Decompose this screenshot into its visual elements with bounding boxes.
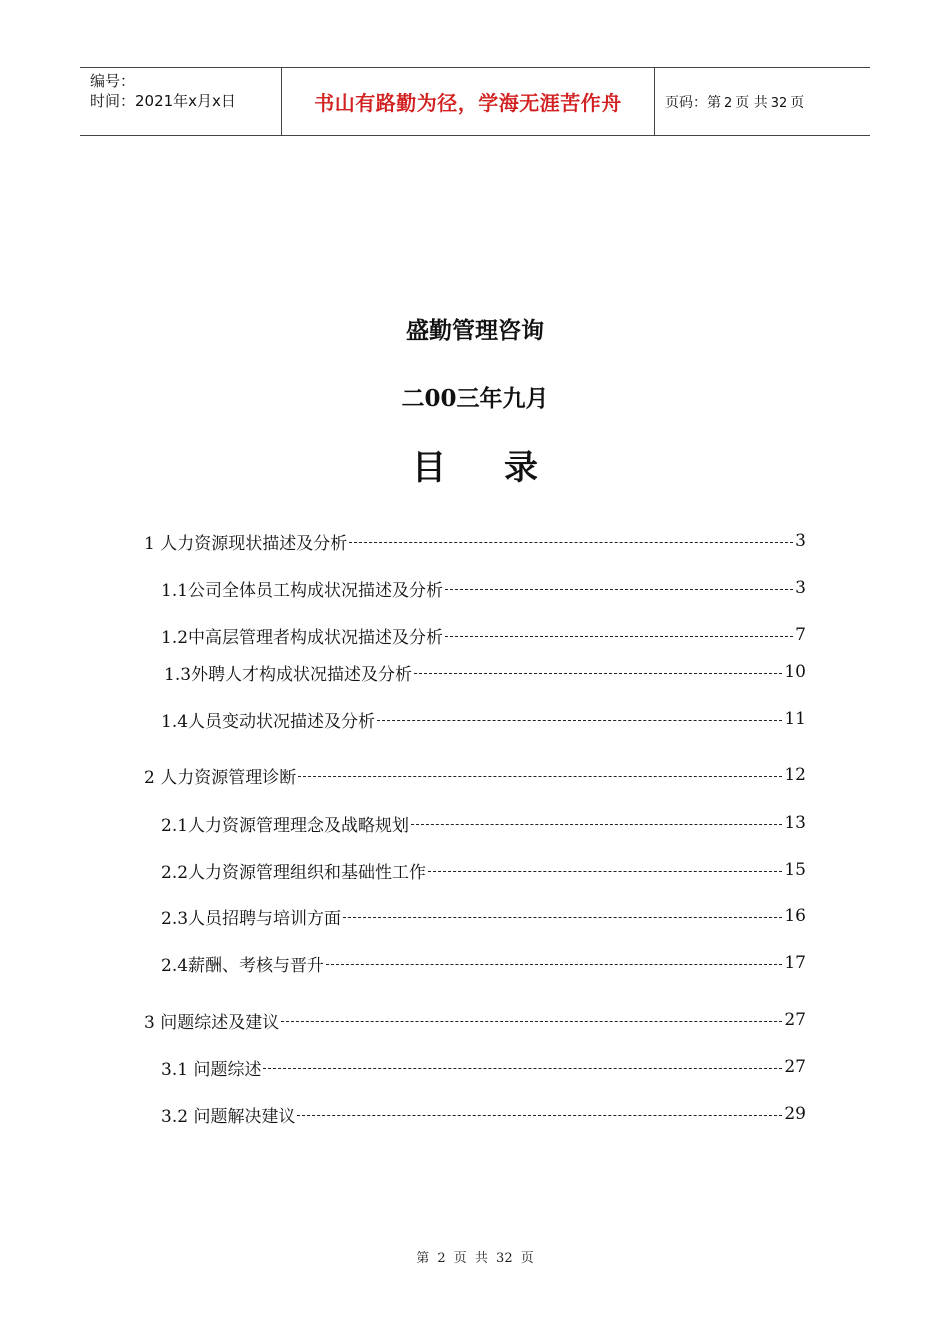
toc-entry-label: 2.1人力资源管理理念及战略规划	[161, 815, 410, 836]
toc-entry[interactable]	[144, 529, 806, 553]
header-page-cell	[655, 68, 870, 135]
toc-entry[interactable]	[144, 1008, 806, 1032]
toc-leader	[445, 636, 793, 637]
toc-entry-page: 7	[795, 625, 806, 645]
toc-entry-page: 17	[784, 953, 806, 973]
toc-entry[interactable]	[161, 576, 806, 600]
toc-entry-page: 29	[784, 1104, 806, 1124]
toc-entry-page: 3	[795, 578, 806, 598]
toc-entry-label: 2 人力资源管理诊断	[144, 767, 297, 788]
toc-entry[interactable]	[161, 707, 806, 731]
toc-entry-label: 1.3外聘人才构成状况描述及分析	[164, 664, 413, 685]
toc-entry[interactable]	[161, 904, 806, 928]
toc-entry-page: 13	[784, 813, 806, 833]
toc-entry[interactable]	[161, 1055, 806, 1079]
toc-leader	[298, 776, 782, 777]
toc-leader	[411, 824, 782, 825]
toc-entry-label: 2.3人员招聘与培训方面	[161, 908, 342, 929]
toc-entry-page: 27	[784, 1057, 806, 1077]
toc-entry-label: 3.1 问题综述	[161, 1059, 262, 1080]
toc-entry-label: 1 人力资源现状描述及分析	[144, 533, 348, 554]
time-label: 时间：2021年x月x日	[90, 92, 236, 110]
toc-entry-page: 15	[784, 860, 806, 880]
toc-leader	[297, 1115, 782, 1116]
toc-leader	[377, 720, 782, 721]
toc-leader	[414, 673, 782, 674]
toc-entry[interactable]	[161, 811, 806, 835]
toc-leader	[445, 589, 793, 590]
toc-leader	[263, 1068, 782, 1069]
document-date: 二00三年九月	[401, 385, 549, 412]
toc-heading	[0, 440, 950, 489]
toc-entry[interactable]	[144, 763, 806, 787]
page-indicator: 页码：第 2 页 共 32 页	[665, 94, 805, 111]
motto-text: 书山有路勤为径，学海无涯苦作舟	[314, 91, 622, 115]
toc-entry-label: 3 问题综述及建议	[144, 1012, 280, 1033]
toc-entry[interactable]	[161, 623, 806, 647]
toc-entry-label: 1.4人员变动状况描述及分析	[161, 711, 376, 732]
toc-entry-label: 2.2人力资源管理组织和基础性工作	[161, 862, 427, 883]
header-info-cell	[80, 68, 282, 135]
page-footer: 第 2 页 共 32 页	[416, 1251, 534, 1266]
toc-entry-page: 12	[784, 765, 806, 785]
toc-heading-char-2: 录	[504, 448, 538, 488]
serial-label: 编号：	[90, 72, 136, 90]
company-name: 盛勤管理咨询	[406, 317, 544, 344]
toc-entry-page: 16	[784, 906, 806, 926]
toc-entry-page: 3	[795, 531, 806, 551]
toc-entry-label: 2.4薪酬、考核与晋升	[161, 955, 325, 976]
header-motto-cell	[282, 68, 655, 135]
toc-heading-char-1: 目	[412, 448, 446, 488]
toc-entry[interactable]	[164, 660, 806, 684]
toc-entry[interactable]	[161, 858, 806, 882]
toc-leader	[281, 1021, 782, 1022]
toc-leader	[349, 542, 793, 543]
toc-leader	[326, 964, 782, 965]
header-table	[80, 67, 870, 136]
toc-entry-label: 1.1公司全体员工构成状况描述及分析	[161, 580, 444, 601]
toc-entry[interactable]	[161, 951, 806, 975]
toc-entry-label: 3.2 问题解决建议	[161, 1106, 296, 1127]
toc-entry-page: 10	[784, 662, 806, 682]
toc-entry-page: 27	[784, 1010, 806, 1030]
toc-entry-page: 11	[784, 709, 806, 729]
toc-entry-label: 1.2中高层管理者构成状况描述及分析	[161, 627, 444, 648]
toc-leader	[343, 917, 782, 918]
toc-entry[interactable]	[161, 1102, 806, 1126]
toc-leader	[428, 871, 782, 872]
